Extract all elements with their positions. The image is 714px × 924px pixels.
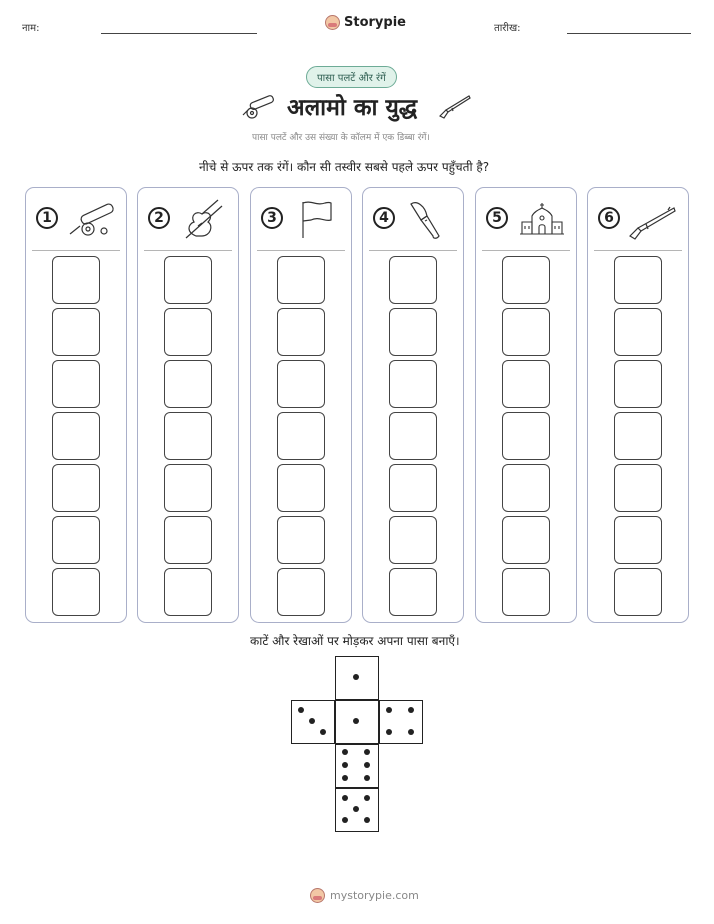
dice-pip (342, 795, 348, 801)
color-box[interactable] (502, 464, 550, 512)
color-box[interactable] (389, 412, 437, 460)
dice-pip (353, 806, 359, 812)
dice-pip (386, 707, 392, 713)
color-box[interactable] (277, 308, 325, 356)
color-box[interactable] (52, 308, 100, 356)
dice-pip (364, 775, 370, 781)
dice-pip (364, 795, 370, 801)
column-3 (250, 187, 352, 623)
color-box[interactable] (277, 516, 325, 564)
footer-url[interactable]: mystorypie.com (330, 889, 419, 902)
column-divider (144, 250, 232, 251)
storypie-bear-icon (325, 15, 340, 30)
page-title: अलामो का युद्ध (287, 95, 418, 121)
dice-pip (364, 762, 370, 768)
column-1 (25, 187, 127, 623)
color-box[interactable] (502, 412, 550, 460)
cut-instruction: काटें और रेखाओं पर मोड़कर अपना पासा बनाएँ। (250, 634, 460, 648)
color-box[interactable] (389, 516, 437, 564)
dice-face-left[interactable] (291, 700, 335, 744)
dice-pip (408, 707, 414, 713)
date-label: तारीख: (494, 23, 521, 34)
color-box[interactable] (614, 516, 662, 564)
column-divider (257, 250, 345, 251)
dice-face-bottom[interactable] (335, 788, 379, 832)
color-box[interactable] (164, 568, 212, 616)
game-instruction: नीचे से ऊपर तक रंगें। कौन सी तस्वीर सबसे पहले ऊपर पहुँचती है? (199, 160, 490, 174)
footer (310, 888, 419, 903)
color-box[interactable] (389, 464, 437, 512)
dice-pip (408, 729, 414, 735)
color-box[interactable] (164, 516, 212, 564)
color-box[interactable] (277, 568, 325, 616)
storypie-bear-icon (310, 888, 325, 903)
dice-pip (353, 718, 359, 724)
dice-pip (353, 674, 359, 680)
color-box[interactable] (277, 256, 325, 304)
dice-pip (320, 729, 326, 735)
dice-face-center[interactable] (335, 700, 379, 744)
dice-pip (364, 817, 370, 823)
knife-icon (403, 198, 455, 240)
cannon-title-icon (240, 93, 278, 121)
color-box[interactable] (164, 308, 212, 356)
dice-pip (342, 762, 348, 768)
violin-icon (178, 198, 230, 240)
color-box[interactable] (164, 464, 212, 512)
color-box[interactable] (614, 360, 662, 408)
column-number: 2 (148, 207, 170, 229)
dice-face-right[interactable] (379, 700, 423, 744)
color-box[interactable] (277, 464, 325, 512)
column-2 (137, 187, 239, 623)
dice-face-lower[interactable] (335, 744, 379, 788)
column-number: 5 (486, 207, 508, 229)
mission-building-icon (516, 198, 568, 240)
color-box[interactable] (614, 256, 662, 304)
dice-pip (309, 718, 315, 724)
flag-icon (291, 198, 343, 240)
color-box[interactable] (52, 256, 100, 304)
color-box[interactable] (502, 516, 550, 564)
color-box[interactable] (164, 256, 212, 304)
column-number: 3 (261, 207, 283, 229)
activity-badge: पासा पलटें और रंगें (306, 66, 397, 88)
column-6 (587, 187, 689, 623)
name-label: नाम: (22, 23, 40, 34)
column-number: 6 (598, 207, 620, 229)
date-line[interactable] (567, 33, 691, 34)
dice-pip (386, 729, 392, 735)
color-box[interactable] (389, 256, 437, 304)
column-number: 1 (36, 207, 58, 229)
brand-logo (325, 15, 406, 30)
color-box[interactable] (277, 412, 325, 460)
color-box[interactable] (52, 464, 100, 512)
dice-pip (342, 817, 348, 823)
dice-face-top[interactable] (335, 656, 379, 700)
color-box[interactable] (164, 412, 212, 460)
column-divider (369, 250, 457, 251)
color-box[interactable] (164, 360, 212, 408)
color-box[interactable] (389, 568, 437, 616)
brand-name: Storypie (344, 15, 406, 30)
page-subtitle: पासा पलटें और उस संख्या के कॉलम में एक डिब्बा रंगें। (252, 133, 430, 143)
cannon-icon (66, 198, 118, 240)
color-box[interactable] (502, 360, 550, 408)
color-box[interactable] (614, 464, 662, 512)
column-divider (482, 250, 570, 251)
dice-pip (364, 749, 370, 755)
color-box[interactable] (52, 412, 100, 460)
color-box[interactable] (614, 308, 662, 356)
rifle-title-icon (438, 92, 472, 120)
column-divider (594, 250, 682, 251)
color-box[interactable] (277, 360, 325, 408)
color-box[interactable] (614, 568, 662, 616)
dice-pip (298, 707, 304, 713)
column-4 (362, 187, 464, 623)
color-box[interactable] (52, 568, 100, 616)
color-box[interactable] (389, 308, 437, 356)
name-line[interactable] (101, 33, 257, 34)
color-box[interactable] (502, 568, 550, 616)
color-box[interactable] (389, 360, 437, 408)
column-divider (32, 250, 120, 251)
rifle-icon (628, 198, 680, 240)
color-box[interactable] (614, 412, 662, 460)
dice-pip (342, 749, 348, 755)
color-box[interactable] (52, 360, 100, 408)
column-5 (475, 187, 577, 623)
dice-pip (342, 775, 348, 781)
color-box[interactable] (52, 516, 100, 564)
color-box[interactable] (502, 308, 550, 356)
column-number: 4 (373, 207, 395, 229)
color-box[interactable] (502, 256, 550, 304)
